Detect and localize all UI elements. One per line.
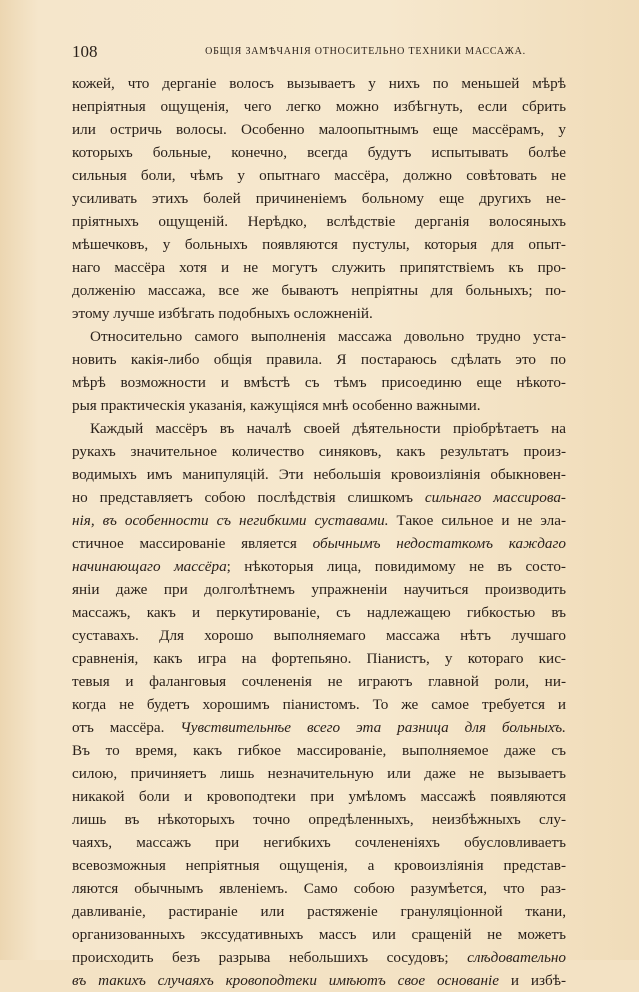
line-text: рыя практическія указанія, кажущіяся мнѣ особенно важными.	[72, 397, 481, 414]
line-text: сравненія, какъ игра на фортепьяно. Піанистъ, у котораго кис-	[72, 650, 566, 667]
italic-text: обычнымъ недостаткомъ каждаго	[312, 535, 566, 552]
text-line	[72, 371, 566, 394]
text-line	[72, 739, 566, 762]
text-line	[72, 808, 566, 831]
text-line	[72, 72, 566, 95]
line-text: организованныхъ экссудативныхъ массъ или сращеній не можетъ	[72, 926, 566, 943]
line-text: долженію массажа, все же бываютъ непріятны для больныхъ; по-	[72, 282, 566, 299]
text-line	[72, 325, 566, 348]
line-text: наго массёра хотя и не могутъ служить припятствіемъ къ про-	[72, 259, 566, 276]
italic-text: сильнаго массирова-	[424, 489, 566, 506]
text-line	[72, 716, 566, 739]
line-text: лишь въ нѣкоторыхъ точно опредѣленныхъ, неизбѣжныхъ слу-	[72, 811, 566, 828]
line-text: всевозможныя непріятныя ощущенія, а кровоизліянія представ-	[72, 857, 566, 874]
text-line	[72, 624, 566, 647]
line-text: стичное массированіе является	[72, 535, 313, 552]
text-line	[72, 417, 566, 440]
text-line	[72, 601, 566, 624]
line-text: силою, причиняетъ лишь незначительную или даже не вызываетъ	[72, 765, 566, 782]
text-line	[72, 578, 566, 601]
text-line	[72, 279, 566, 302]
text-line	[72, 187, 566, 210]
text-line	[72, 118, 566, 141]
text-line	[72, 509, 566, 532]
line-text: которыхъ больные, конечно, всегда будутъ испытывать болѣе	[72, 144, 566, 161]
page-number: 108	[72, 42, 98, 61]
line-text: пріятныхъ ощущеній. Нерѣдко, вслѣдствіе дерганія волосяныхъ	[72, 213, 566, 230]
line-text: Относительно самого выполненія массажа довольно трудно уста-	[90, 328, 566, 345]
text-line	[72, 95, 566, 118]
line-text: ляются обычнымъ явленіемъ. Само собою разумѣется, что раз-	[72, 880, 566, 897]
line-text: рукахъ значительное количество синяковъ, какъ результатъ произ-	[72, 443, 566, 460]
line-text: чаяхъ, массажъ при негибкихъ сочлененіяхъ обусловливаетъ	[72, 834, 566, 851]
text-line	[72, 923, 566, 946]
line-text: и избѣ-	[499, 972, 566, 989]
line-text: происходить безъ разрыва небольшихъ сосудовъ;	[72, 949, 468, 966]
line-text: мѣрѣ возможности и вмѣстѣ съ тѣмъ присоединю еще нѣкото-	[72, 374, 566, 391]
text-line	[72, 969, 566, 992]
text-line	[72, 785, 566, 808]
text-line	[72, 854, 566, 877]
text-line	[72, 693, 566, 716]
page-header	[72, 42, 579, 64]
text-line	[72, 555, 566, 578]
line-text: усиливать этихъ болей причиненіемъ больному еще другихъ не-	[72, 190, 566, 207]
line-text: но представляетъ собою послѣдствія слишкомъ	[72, 489, 425, 506]
line-text: Въ то время, какъ гибкое массированіе, выполняемое даже съ	[72, 742, 566, 759]
text-line	[72, 348, 566, 371]
text-line	[72, 532, 566, 555]
line-text: ; нѣкоторыя лица, повидимому не въ состо-	[226, 558, 566, 575]
text-line	[72, 440, 566, 463]
line-text: когда не будетъ хорошимъ піанистомъ. То же самое требуется и	[72, 696, 566, 713]
text-line	[72, 302, 566, 325]
line-text: мѣшечковъ, у больныхъ появляются пустулы, которыя для опыт-	[72, 236, 566, 253]
text-line	[72, 256, 566, 279]
line-text: отъ массёра.	[72, 719, 181, 736]
line-text: сильныя боли, чѣмъ у опытнаго массёра, должно совѣтовать не	[72, 167, 566, 184]
italic-text: начинающаго массёра	[72, 558, 227, 575]
text-line	[72, 900, 566, 923]
line-text: тевыя и фаланговыя сочлененія не играютъ главной роли, ни-	[72, 673, 566, 690]
text-line	[72, 647, 566, 670]
text-line	[72, 946, 566, 969]
text-line	[72, 164, 566, 187]
text-line	[72, 394, 566, 417]
text-line	[72, 831, 566, 854]
text-line	[72, 233, 566, 256]
line-text: новить какія-либо общія правила. Я постараюсь сдѣлать это по	[72, 351, 566, 368]
italic-text: слѣдовательно	[467, 949, 566, 966]
line-text: или остричь волосы. Особенно малоопытнымъ еще массёрамъ, у	[72, 121, 566, 138]
line-text: суставахъ. Для хорошо выполняемаго массажа нѣтъ лучшаго	[72, 627, 566, 644]
italic-text: нія, въ особенности съ негибкими суставами.	[72, 512, 389, 529]
text-line	[72, 141, 566, 164]
line-text: водимыхъ имъ манипуляцій. Эти небольшія кровоизліянія обыкновен-	[72, 466, 566, 483]
line-text: Каждый массёръ въ началѣ своей дѣятельности пріобрѣтаетъ на	[90, 420, 566, 437]
italic-text: въ такихъ случаяхъ кровоподтеки имѣютъ свое основаніе	[72, 972, 499, 989]
line-text: Такое сильное и не эла-	[388, 512, 566, 529]
text-line	[72, 486, 566, 509]
text-line	[72, 877, 566, 900]
running-head: ОБЩІЯ ЗАМѢЧАНІЯ ОТНОСИТЕЛЬНО ТЕХНИКИ МАССАЖА.	[205, 46, 526, 57]
body-text	[72, 72, 566, 992]
text-line	[72, 670, 566, 693]
text-line	[72, 762, 566, 785]
line-text: никакой боли и кровоподтеки при умѣломъ массажѣ появляются	[72, 788, 566, 805]
line-text: давливаніе, растираніе или растяженіе грануляціонной ткани,	[72, 903, 566, 920]
line-text: яніи даже при долголѣтнемъ упражненіи научиться производить	[72, 581, 566, 598]
line-text: этому лучше избѣгать подобныхъ осложненій.	[72, 305, 373, 322]
line-text: кожей, что дерганіе волосъ вызываетъ у нихъ по меньшей мѣрѣ	[72, 75, 566, 92]
text-line	[72, 463, 566, 486]
italic-text: Чувствительнѣе всего эта разница для больныхъ.	[180, 719, 566, 736]
line-text: массажъ, какъ и перкутированіе, съ надлежащею гибкостью въ	[72, 604, 566, 621]
text-line	[72, 210, 566, 233]
line-text: непріятныя ощущенія, чего легко можно избѣгнуть, если сбрить	[72, 98, 566, 115]
